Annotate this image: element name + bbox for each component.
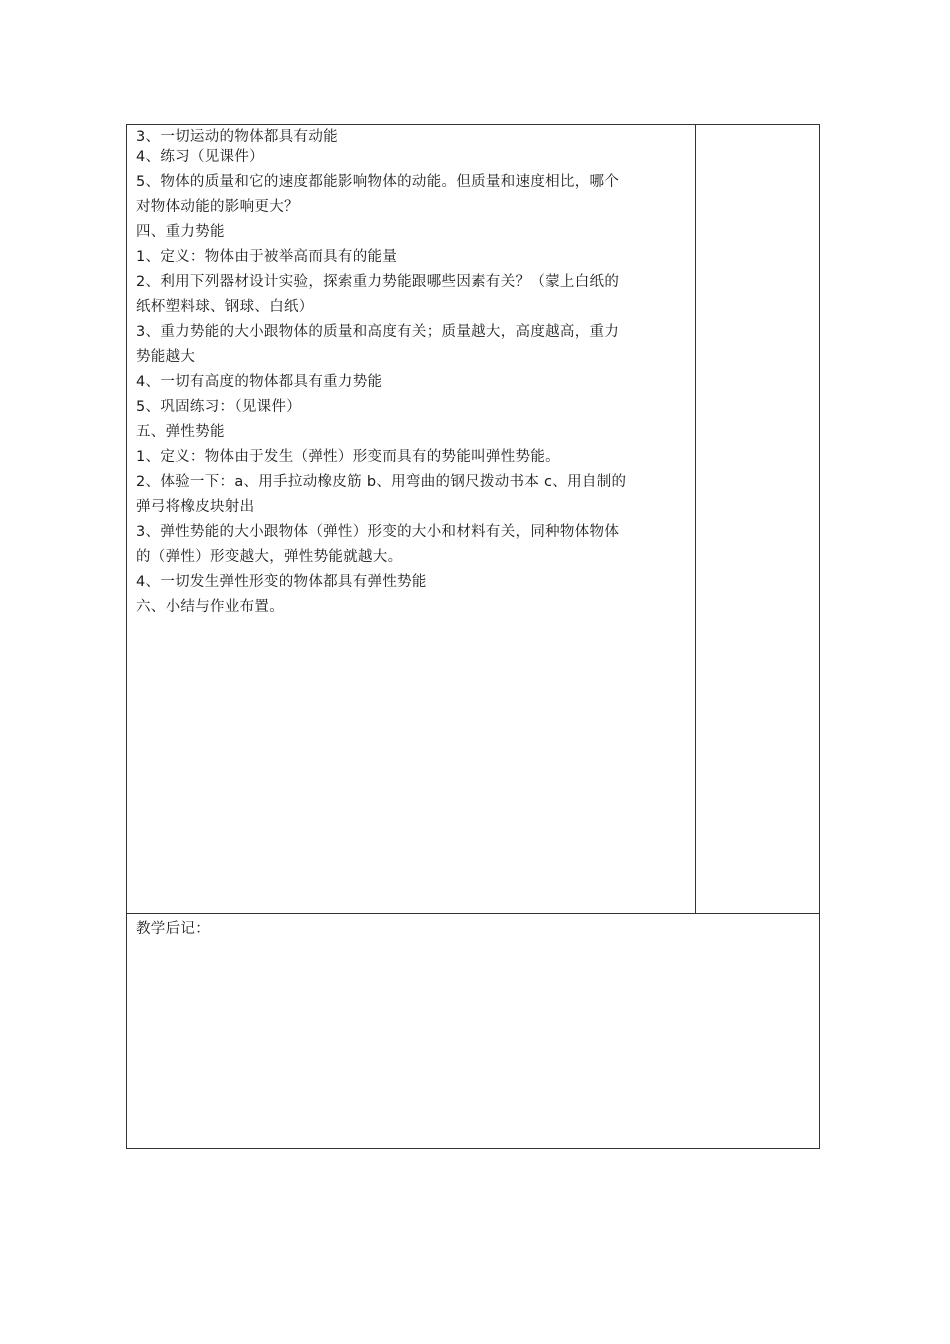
lesson-line: 3、重力势能的大小跟物体的质量和高度有关；质量越大，高度越高，重力 (136, 324, 620, 340)
section-heading: 五、弹性势能 (136, 424, 225, 440)
section-heading: 四、重力势能 (136, 224, 225, 240)
lesson-line: 5、巩固练习：（见课件） (136, 399, 302, 415)
lesson-line: 1、定义：物体由于被举高而具有的能量 (136, 249, 398, 265)
lesson-line: 3、弹性势能的大小跟物体（弹性）形变的大小和材料有关，同种物体物体 (136, 524, 620, 540)
lesson-line: 势能越大 (136, 349, 196, 365)
lesson-line: 1、定义：物体由于发生（弹性）形变而具有的势能叫弹性势能。 (136, 449, 560, 465)
lesson-line: 对物体动能的影响更大？ (136, 199, 299, 215)
lesson-line: 4、一切发生弹性形变的物体都具有弹性势能 (136, 574, 427, 590)
lesson-line: 的（弹性）形变越大，弹性势能就越大。 (136, 549, 403, 565)
side-notes-cell (696, 125, 819, 913)
lesson-line: 纸杯塑料球、钢球、白纸） (136, 299, 314, 315)
lesson-line: 4、练习（见课件） (136, 149, 264, 165)
lesson-line: 2、利用下列器材设计实验，探索重力势能跟哪些因素有关？（蒙上白纸的 (136, 274, 620, 290)
teaching-notes-label: 教学后记： (136, 921, 210, 937)
section-heading: 六、小结与作业布置。 (136, 599, 284, 615)
lesson-line: 5、物体的质量和它的速度都能影响物体的动能。但质量和速度相比，哪个 (136, 174, 620, 190)
lesson-line: 2、体验一下：a、用手拉动橡皮筋 b、用弯曲的钢尺拨动书本 c、用自制的 (136, 474, 627, 490)
lesson-content-cell (127, 125, 696, 913)
lesson-table (126, 124, 820, 1149)
lesson-line: 弹弓将橡皮块射出 (136, 499, 255, 515)
lesson-line: 3、一切运动的物体都具有动能 (136, 129, 338, 145)
teaching-notes-cell (127, 913, 819, 1148)
lesson-line: 4、一切有高度的物体都具有重力势能 (136, 374, 383, 390)
